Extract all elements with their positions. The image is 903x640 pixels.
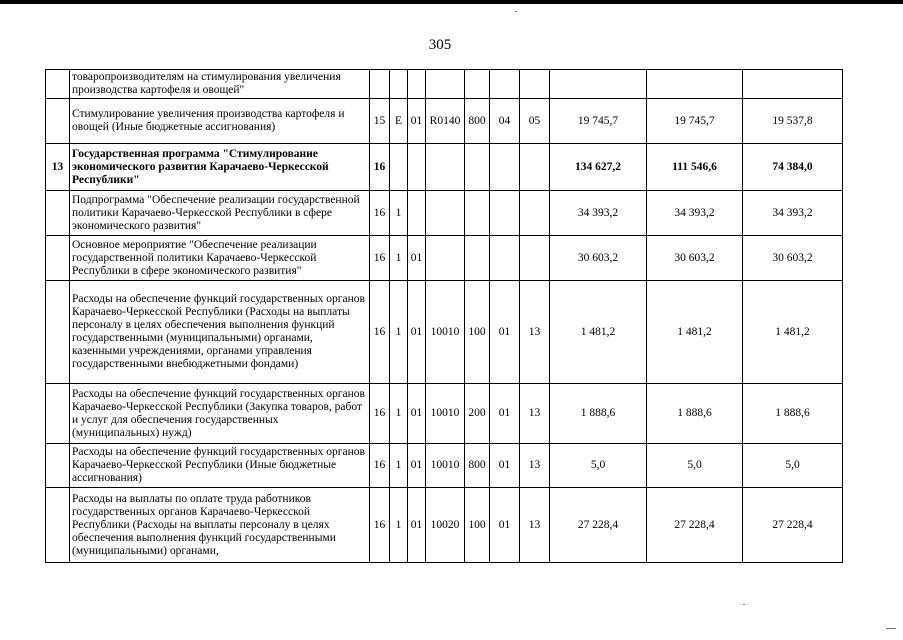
- table-row: [46, 144, 843, 191]
- expense-type-cell: 800: [465, 99, 490, 144]
- target-article-cell: 10010: [426, 384, 465, 444]
- amount-year2-cell: 34 393,2: [647, 191, 743, 236]
- table-row: [46, 281, 843, 384]
- row-number-cell: [46, 444, 70, 488]
- item-name-cell: товаропроизводителям на стимулирования увеличения производства картофеля и овощей": [70, 70, 370, 99]
- program-code-cell: [390, 144, 408, 191]
- program-code-cell: 1: [390, 444, 408, 488]
- section-cell: 01: [490, 384, 520, 444]
- target-article-cell: 10010: [426, 281, 465, 384]
- section-cell: [490, 191, 520, 236]
- subsection-cell: [520, 144, 550, 191]
- row-number-cell: [46, 236, 70, 281]
- expense-type-cell: 100: [465, 488, 490, 563]
- section-cell: [490, 144, 520, 191]
- row-number-cell: [46, 384, 70, 444]
- section-cell: [490, 236, 520, 281]
- table-row: [46, 99, 843, 144]
- scan-speck: [886, 628, 896, 629]
- amount-year3-cell: 19 537,8: [743, 99, 843, 144]
- subprogram-code-cell: 01: [408, 384, 426, 444]
- section-cell: 01: [490, 281, 520, 384]
- item-name-cell: Расходы на обеспечение функций государственных органов Карачаево-Черкесской Республики (Закупка товаров, работ и услуг для обеспечения государственных (муниципальных) нужд): [70, 384, 370, 444]
- amount-year2-cell: [647, 70, 743, 99]
- page-number: 305: [428, 37, 452, 53]
- section-cell: 01: [490, 488, 520, 563]
- amount-year3-cell: 1 481,2: [743, 281, 843, 384]
- amount-year3-cell: 74 384,0: [743, 144, 843, 191]
- top-border-rule: [0, 0, 903, 4]
- target-article-cell: 10020: [426, 488, 465, 563]
- item-name-cell: Расходы на обеспечение функций государственных органов Карачаево-Черкесской Республики (Расходы на выплаты персоналу в целях обеспечения выполнения функций государственными (муниципальными) органами, казенными учреждениями, органами управления государственными внебюджетными фондами): [70, 281, 370, 384]
- program-code-cell: 1: [390, 281, 408, 384]
- amount-year1-cell: 5,0: [550, 444, 647, 488]
- amount-year3-cell: 27 228,4: [743, 488, 843, 563]
- subsection-cell: 13: [520, 384, 550, 444]
- table-row: [46, 191, 843, 236]
- subprogram-code-cell: 01: [408, 281, 426, 384]
- amount-year1-cell: 1 888,6: [550, 384, 647, 444]
- expense-type-cell: 200: [465, 384, 490, 444]
- row-number-cell: [46, 70, 70, 99]
- amount-year2-cell: 27 228,4: [647, 488, 743, 563]
- table-row: [46, 444, 843, 488]
- amount-year2-cell: 30 603,2: [647, 236, 743, 281]
- item-name-cell: Подпрограмма "Обеспечение реализации государственной политики Карачаево-Черкесской Республики в сфере экономического развития": [70, 191, 370, 236]
- amount-year3-cell: [743, 70, 843, 99]
- expense-type-cell: [465, 236, 490, 281]
- table-row: [46, 236, 843, 281]
- subsection-cell: [520, 70, 550, 99]
- subsection-cell: 13: [520, 488, 550, 563]
- subsection-cell: 05: [520, 99, 550, 144]
- row-number-cell: [46, 99, 70, 144]
- target-article-cell: R0140: [426, 99, 465, 144]
- target-article-cell: [426, 70, 465, 99]
- program-code-cell: 1: [390, 191, 408, 236]
- ministry-code-cell: [370, 70, 390, 99]
- item-name-cell: Стимулирование увеличения производства картофеля и овощей (Иные бюджетные ассигнования): [70, 99, 370, 144]
- amount-year1-cell: 134 627,2: [550, 144, 647, 191]
- scan-speck: [743, 604, 745, 605]
- row-number-cell: [46, 191, 70, 236]
- target-article-cell: [426, 191, 465, 236]
- expense-type-cell: [465, 191, 490, 236]
- ministry-code-cell: 15: [370, 99, 390, 144]
- section-cell: 04: [490, 99, 520, 144]
- subprogram-code-cell: [408, 191, 426, 236]
- amount-year2-cell: 19 745,7: [647, 99, 743, 144]
- expense-type-cell: [465, 70, 490, 99]
- amount-year1-cell: 19 745,7: [550, 99, 647, 144]
- program-code-cell: [390, 70, 408, 99]
- table-row: [46, 384, 843, 444]
- item-name-cell: Государственная программа "Стимулирование экономического развития Карачаево-Черкесской Республики": [70, 144, 370, 191]
- subsection-cell: 13: [520, 444, 550, 488]
- row-number-cell: 13: [46, 144, 70, 191]
- amount-year3-cell: 34 393,2: [743, 191, 843, 236]
- amount-year3-cell: 1 888,6: [743, 384, 843, 444]
- target-article-cell: 10010: [426, 444, 465, 488]
- program-code-cell: 1: [390, 384, 408, 444]
- row-number-cell: [46, 281, 70, 384]
- subprogram-code-cell: 01: [408, 444, 426, 488]
- amount-year2-cell: 5,0: [647, 444, 743, 488]
- budget-table: [45, 69, 843, 563]
- target-article-cell: [426, 144, 465, 191]
- row-number-cell: [46, 488, 70, 563]
- section-cell: 01: [490, 444, 520, 488]
- subsection-cell: [520, 191, 550, 236]
- section-cell: [490, 70, 520, 99]
- amount-year2-cell: 1 481,2: [647, 281, 743, 384]
- scan-speck: [515, 11, 517, 12]
- amount-year1-cell: [550, 70, 647, 99]
- item-name-cell: Расходы на обеспечение функций государственных органов Карачаево-Черкесской Республики (Иные бюджетные ассигнования): [70, 444, 370, 488]
- subsection-cell: 13: [520, 281, 550, 384]
- expense-type-cell: 100: [465, 281, 490, 384]
- ministry-code-cell: 16: [370, 488, 390, 563]
- amount-year2-cell: 1 888,6: [647, 384, 743, 444]
- ministry-code-cell: 16: [370, 281, 390, 384]
- program-code-cell: 1: [390, 488, 408, 563]
- target-article-cell: [426, 236, 465, 281]
- amount-year1-cell: 1 481,2: [550, 281, 647, 384]
- ministry-code-cell: 16: [370, 144, 390, 191]
- expense-type-cell: [465, 144, 490, 191]
- program-code-cell: 1: [390, 236, 408, 281]
- amount-year3-cell: 5,0: [743, 444, 843, 488]
- table-row: [46, 488, 843, 563]
- ministry-code-cell: 16: [370, 236, 390, 281]
- subprogram-code-cell: [408, 70, 426, 99]
- table-row: [46, 70, 843, 99]
- item-name-cell: Основное мероприятие "Обеспечение реализации государственной политики Карачаево-Черкесской Республики в сфере экономического развития": [70, 236, 370, 281]
- program-code-cell: Е: [390, 99, 408, 144]
- amount-year2-cell: 111 546,6: [647, 144, 743, 191]
- expense-type-cell: 800: [465, 444, 490, 488]
- amount-year1-cell: 27 228,4: [550, 488, 647, 563]
- subprogram-code-cell: 01: [408, 488, 426, 563]
- item-name-cell: Расходы на выплаты по оплате труда работников государственных органов Карачаево-Черкесской Республики (Расходы на выплаты персоналу в целях обеспечения выполнения функций государственными (муниципальными) органами,: [70, 488, 370, 563]
- ministry-code-cell: 16: [370, 444, 390, 488]
- subsection-cell: [520, 236, 550, 281]
- amount-year3-cell: 30 603,2: [743, 236, 843, 281]
- subprogram-code-cell: [408, 144, 426, 191]
- ministry-code-cell: 16: [370, 384, 390, 444]
- budget-table-body: [46, 70, 843, 563]
- subprogram-code-cell: 01: [408, 99, 426, 144]
- ministry-code-cell: 16: [370, 191, 390, 236]
- amount-year1-cell: 30 603,2: [550, 236, 647, 281]
- subprogram-code-cell: 01: [408, 236, 426, 281]
- amount-year1-cell: 34 393,2: [550, 191, 647, 236]
